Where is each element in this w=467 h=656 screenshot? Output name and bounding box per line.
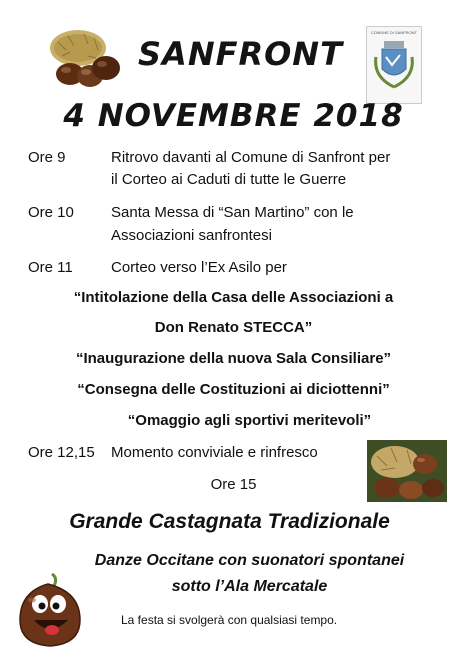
sub-event-line: sotto l’Ala Mercatale [171,578,328,595]
sub-event-line: Danze Occitane con suonatori spontanei [94,552,405,569]
schedule-item [28,202,448,244]
schedule-text: Associazioni sanfrontesi [111,227,272,244]
schedule-text: Momento conviviale e rinfresco [111,444,318,461]
page-title: SANFRONT [138,35,343,73]
chestnut-mascot-icon [14,570,86,650]
schedule-item-conviviale [28,442,368,463]
highlight-line: Don Renato STECCA” [154,319,313,336]
chestnuts-photo [48,28,126,90]
main-event-title: Grande Castagnata Tradizionale [69,510,390,533]
crest-caption: COMUNE DI SANFRONT [371,30,417,35]
schedule-text: Santa Messa di “San Martino” con le [111,204,354,221]
highlight-line: “Intitolazione della Casa delle Associazioni a [73,289,394,306]
highlight-line: “Consegna delle Costituzioni ai diciottenni” [77,381,390,398]
schedule-text: Ritrovo davanti al Comune di Sanfront per [111,149,391,166]
schedule-time: Ore 10 [28,204,74,221]
schedule-text: Corteo verso l’Ex Asilo per [111,259,287,276]
schedule-time: Ore 9 [28,149,66,166]
weather-note: La festa si svolgerà con qualsiasi tempo. [121,613,338,627]
event-date: 4 NOVEMBRE 2018 [63,98,404,134]
highlight-line: “Inaugurazione della nuova Sala Consiliare” [75,350,392,367]
schedule-time: Ore 11 [28,259,73,276]
schedule-item [28,257,448,278]
schedule-item [28,147,448,189]
municipal-crest-icon [366,26,422,104]
schedule-time: Ore 12,15 [28,444,95,461]
schedule-text: il Corteo ai Caduti di tutte le Guerre [111,171,347,188]
highlight-line: “Omaggio agli sportivi meritevoli” [127,412,372,429]
afternoon-time: Ore 15 [210,476,257,493]
